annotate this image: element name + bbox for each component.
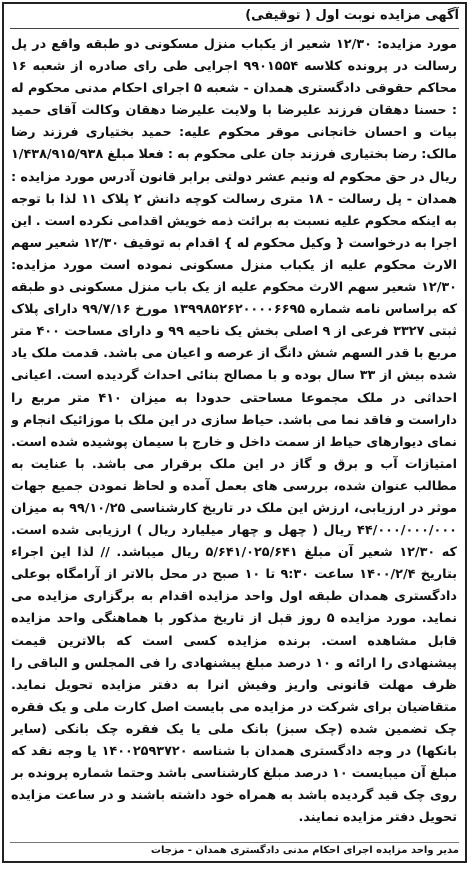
notice-title: آگهی مزایده نوبت اول ( توقیفی) (10, 6, 459, 29)
notice-footer: مدیر واحد مزایده اجرای احکام مدنی دادگستری همدان - مزجات (10, 842, 459, 859)
auction-notice (2, 2, 467, 863)
notice-body: مورد مزایده: ۱۲/۳۰ شعیر از یکباب منزل مسکونی دو طبقه واقع در پل رسالت در پرونده کلاسه ۹۹۰۱۵۵۴ اجرایی طی رای صادره از شعبه ۱۶ محاکم حقوقی دادگستری همدان - شعبه ۵ اجرای احکام مدنی محکوم له : حسنا دهقان فرزند علیرضا با ولایت علیرضا دهقان وکالت آقای حمید بیات و احسان خانجانی موقر محکوم علیه: حمید بختیاری فرزند رضا مالک: رضا بختیاری فرزند جان علی محکوم به : فعلا مبلغ ۱/۴۳۸/۹۱۵/۹۳۸ ریال در حق محکوم له ونیم عشر دولتی برابر قانون آدرس مورد مزایده : همدان - پل رسالت - ۱۸ متری رسالت کوچه دانش ۲ پلاک ۱۱ لذا با توجه به اینکه محکوم علیه نسبت به برائت ذمه خویش اقدامی نکرده است . این اجرا به درخواست { وکیل محکوم له } اقدام به توقیف ۱۲/۳۰ شعیر سهم الارث محکوم علیه از یکباب منزل مسکونی نموده است مورد مزایده: ۱۲/۳۰ شعیر سهم الارث محکوم علیه از یک باب منزل مسکونی دو طبقه که براساس نامه شماره ۱۳۹۹۸۵۲۶۲۰۰۰۰۶۶۹۵ مورخ ۹۹/۷/۱۶ دارای پلاک ثبتی ۳۳۲۷ فرعی از ۹ اصلی بخش یک ناحیه ۹۹ و دارای مساحت ۴۰۰ متر مربع با قدر السهم شش دانگ از عرصه و اعیان می باشد. قدمت ملک یاد شده بیش از ۳۳ سال بوده و با مصالح بنائی احداث گردیده است. اعیانی احداثی در ملک مجموعا مساحتی حدودا به میزان ۴۱۰ متر مربع را داراست و فاقد نما می باشد. حیاط سازی در این ملک با موزائیک انجام و نمای دیوارهای حیاط از سمت داخل و خارج با سیمان پوشیده شده است. امتیازات آب و برق و گاز در این ملک برقرار می باشد. با عنایت به مطالب عنوان شده، بررسی های بعمل آمده و لحاظ نمودن جمیع جهات موثر در ارزیابی، ارزش این ملک در تاریخ کارشناسی ۹۹/۱۰/۲۵ به میزان ۴۴/۰۰۰/۰۰۰/۰۰۰ ریال ( چهل و چهار میلیارد ریال ) ارزیابی شده است. که ۱۲/۳۰ شعیر آن مبلغ ۵/۶۴۱/۰۲۵/۶۴۱ ریال میباشد. // لذا این اجراء بتاریخ ۱۴۰۰/۲/۴ ساعت ۹:۳۰ تا ۱۰ صبح در محل بالاتر از آرامگاه بوعلی دادگستری همدان طبقه اول واحد مزایده اقدام به برگزاری مزایده می نماید. مورد مزایده ۵ روز قبل از تاریخ مذکور با هماهنگی واحد مزایده قابل مشاهده است. برنده مزایده کسی است که بالاترین قیمت پیشنهادی را ارائه و ۱۰ درصد مبلغ پیشنهادی را فی المجلس و الباقی را ظرف مهلت قانونی واریز وفیش انرا به دفتر مزایده تحویل نماید. متقاضیان برای شرکت در مزایده می بایست اصل کارت ملی و یک فقره چک تضمین شده (چک سبز) بانک ملی یا یک فقره چک بانکی (سایر بانکها) در وجه دادگستری همدان با شناسه ۱۴۰۰۲۵۹۳۷۲۰ یا وجه نقد که مبلغ آن میبایست ۱۰ درصد مبلغ کارشناسی باشد وحتما شماره پرونده بر روی چک قید گردیده باشد به همراه خود داشته باشند و در ساعت مزایده تحویل دفتر مزایده نمایند. (11, 37, 457, 826)
